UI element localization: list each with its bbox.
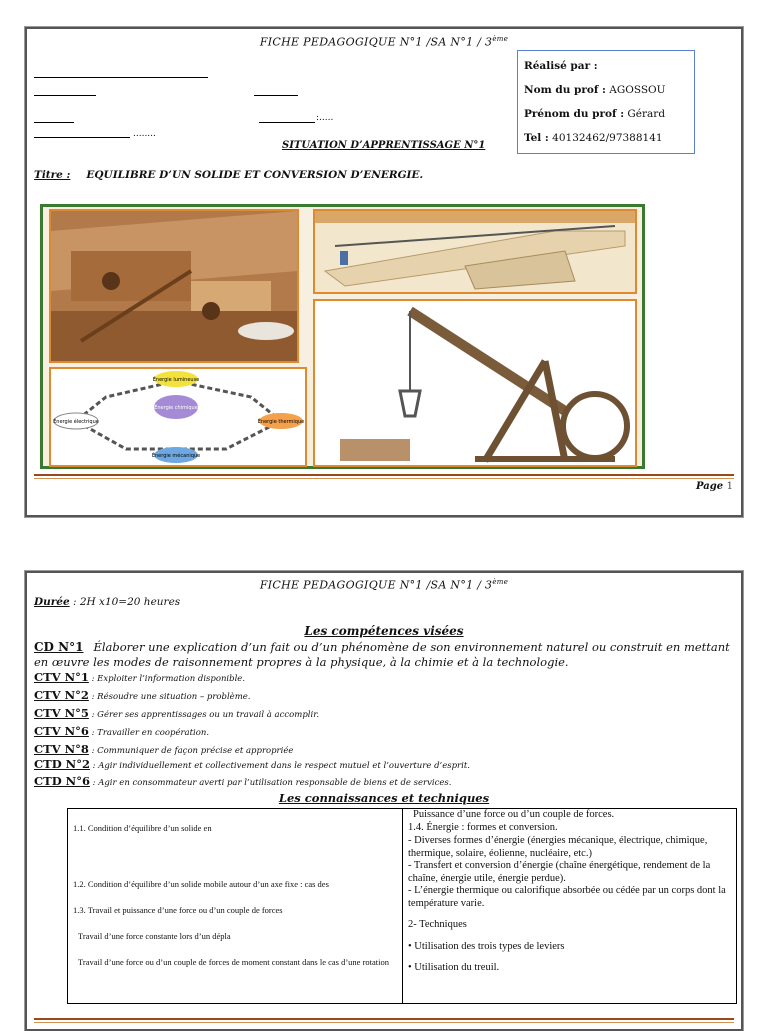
illustration-collage [40,204,645,469]
blank-line [34,137,130,138]
blank-line [34,77,208,78]
column-divider [402,809,403,1003]
right-cell-item: • Utilisation du treuil. [408,962,500,973]
footer-rule [34,474,734,476]
page-header: FICHE PEDAGOGIQUE N°1 /SA N°1 / 3ème [259,35,509,49]
right-cell-item: - Transfert et conversion d’énergie (chaîne énergétique, rendement de la chaîne, énergie utile, énergie perdue). [408,860,711,884]
competence-item: CTV N°5 : Gérer ses apprentissages ou un travail à accomplir. [34,706,320,720]
situation-title: SITUATION D’APPRENTISSAGE N°1 [282,140,486,151]
blank-line [34,122,74,123]
knowledge-table [67,808,737,1004]
pyramid-workers-image [49,209,299,363]
left-cell-item: 1.1. Condition d’équilibre d’un solide en [73,823,212,833]
competences-title: Les compétences visées [304,624,464,638]
competence-cd1: CD N°1 Élaborer une explication d’un fait ou d’un phénomène de son environnement naturel ou construit en mettant en œuvre les modes de raisonnement propres à la physique, à la chimie et à la technologie. [34,640,730,669]
right-cell-item: - L’énergie thermique ou calorifique absorbée ou cédée par un corps dont la température varie. [408,885,726,909]
dots: :..... [316,113,334,123]
page-number: Page 1 [696,481,733,492]
competence-item: CTD N°2 : Agir individuellement et collectivement dans le respect mutuel et l’ouverture d’esprit. [34,757,470,771]
duration: Durée : 2H x10=20 heures [34,596,181,608]
competence-item: CTD N°6 : Agir en consommateur averti par l’utilisation responsable de biens et de services. [34,774,452,788]
connaissances-title: Les connaissances et techniques [278,791,490,805]
left-cell-item: Travail d’une force ou d’un couple de forces de moment constant dans le cas d’une rotation [78,957,390,967]
left-cell-item: Travail d’une force constante lors d’un dépla [78,931,231,941]
right-cell-item: • Utilisation des trois types de leviers [408,941,565,952]
competence-item: CTV N°2 : Résoudre une situation – problème. [34,688,251,702]
right-cell-item: Puissance d’une force ou d’un couple de forces. [413,809,615,820]
footer-rule [34,1022,734,1023]
competence-item: CTV N°6 : Travailler en coopération. [34,724,210,738]
energy-chain-diagram [49,367,307,467]
ramp-construction-image [313,209,637,294]
left-cell-item: 1.3. Travail et puissance d’une force ou d’un couple de forces [73,905,283,915]
footer-rule [34,478,734,479]
wooden-crane-image [313,299,637,467]
blank-line [34,95,96,96]
diagram-label-center: Énergie chimique [154,405,198,411]
page-2 [25,571,743,1031]
right-cell-item: 1.4. Énergie : formes et conversion. [408,822,558,833]
diagram-label-bottom: Énergie mécanique [151,453,201,459]
lesson-title: Titre : EQUILIBRE D’UN SOLIDE ET CONVERSION D’ENERGIE. [34,169,424,181]
page-1 [25,27,743,517]
competence-item: CTV N°1 : Exploiter l’information disponible. [34,670,246,684]
page-header: FICHE PEDAGOGIQUE N°1 /SA N°1 / 3ème [259,578,509,592]
left-cell-item: 1.2. Condition d’équilibre d’un solide mobile autour d’un axe fixe : cas des [73,879,329,889]
dots: ........ [133,129,156,139]
blank-line [259,122,315,123]
teacher-info-box: Réalisé par : Nom du prof : AGOSSOU Prénom du prof : Gérard Tel : 40132462/97388141 [517,50,695,154]
right-cell-item: 2- Techniques [408,919,467,930]
blank-line [254,95,298,96]
diagram-label-top: Énergie lumineuse [152,377,200,383]
diagram-label-left: Énergie électrique [53,419,99,425]
competence-item: CTV N°8 : Communiquer de façon précise et appropriée [34,742,294,756]
right-cell-item: - Diverses formes d’énergie (énergies mécanique, électrique, chimique, thermique, solaire, éolienne, nucléaire, etc.) [408,835,708,859]
footer-rule [34,1018,734,1020]
diagram-label-right: Énergie thermique [257,419,305,425]
